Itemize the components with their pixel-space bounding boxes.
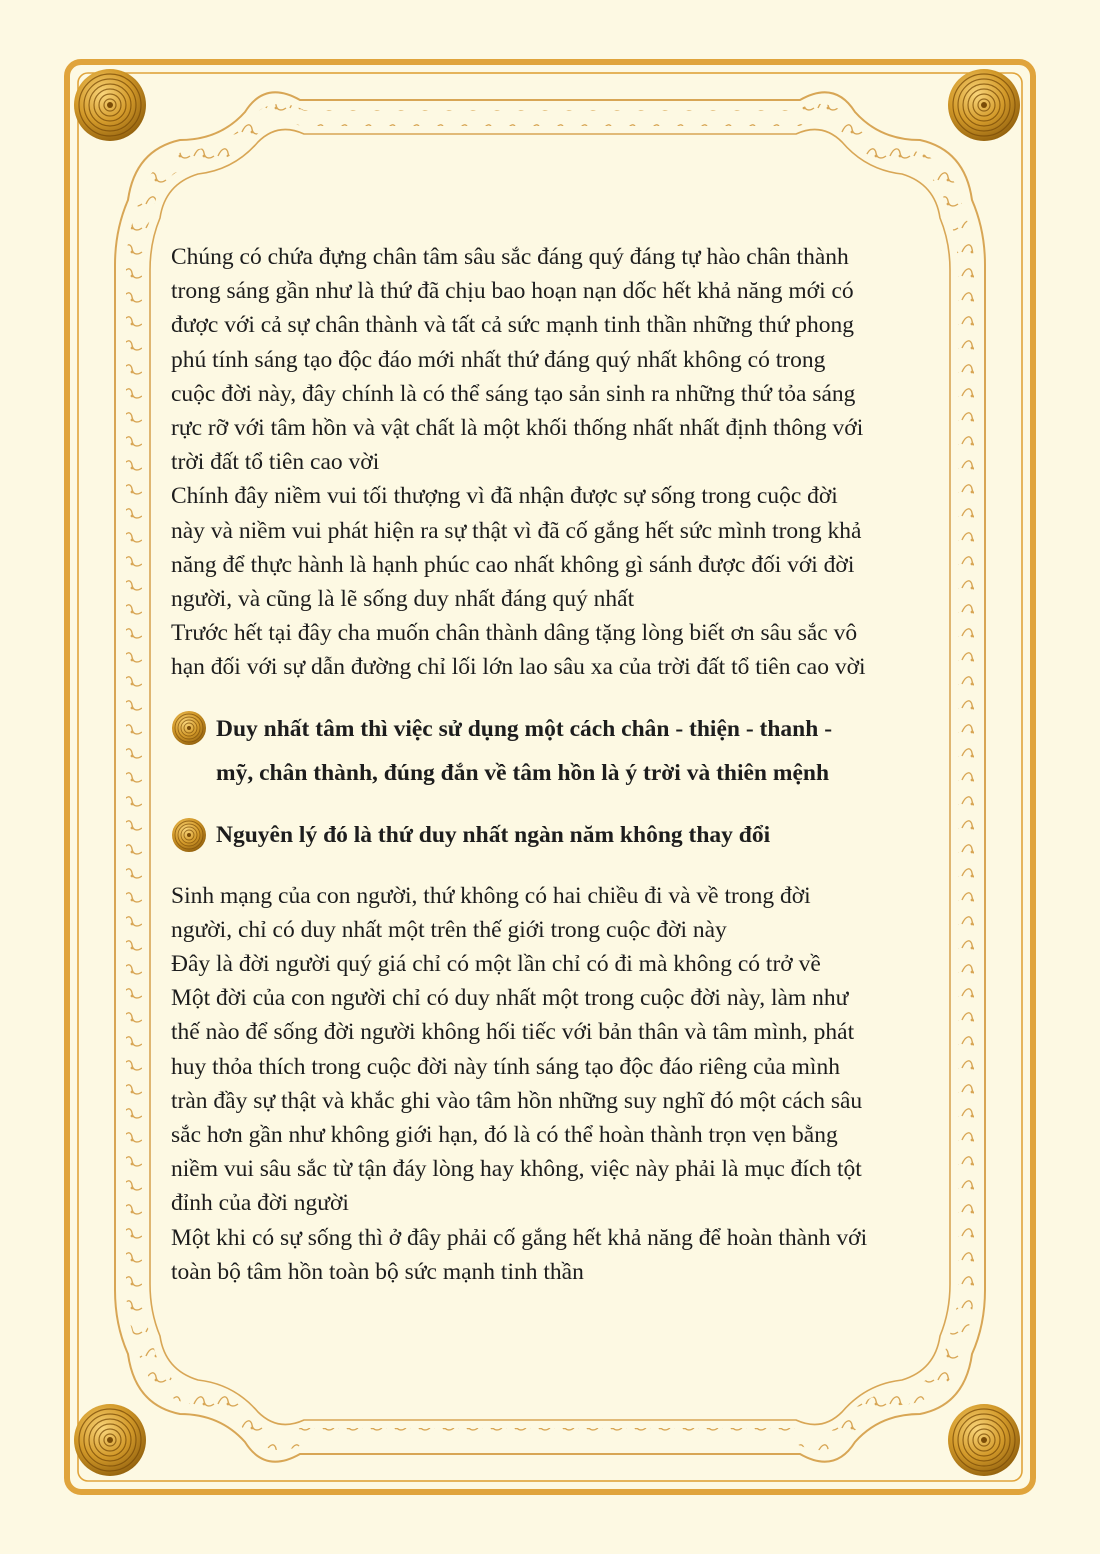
intro-line: trời đất tổ tiên cao vời: [171, 449, 380, 476]
body-line: huy thỏa thích trong cuộc đời này tính sáng tạo độc đáo riêng của mình: [171, 1053, 840, 1080]
intro-line: Chính đây niềm vui tối thượng vì đã nhận được sự sống trong cuộc đời: [171, 483, 838, 510]
intro-line: hạn đối với sự dẫn đường chỉ lối lớn lao sâu xa của trời đất tổ tiên cao vời: [171, 654, 866, 681]
top-right-medallion-icon: [946, 67, 1022, 143]
intro-line: năng để thực hành là hạnh phúc cao nhất không gì sánh được đối với đời: [171, 551, 855, 578]
body-line: Đây là đời người quý giá chỉ có một lần chỉ có đi mà không có trở về: [171, 951, 821, 978]
body-line: sắc hơn gần như không giới hạn, đó là có thể hoàn thành trọn vẹn bằng: [171, 1122, 838, 1149]
intro-line: này và niềm vui phát hiện ra sự thật vì đã cố gắng hết sức mình trong khả: [171, 517, 862, 544]
heading-item-2: [171, 813, 941, 857]
intro-line: Trước hết tại đây cha muốn chân thành dâng tặng lòng biết ơn sâu sắc vô: [171, 620, 858, 647]
bottom-left-medallion-icon: [72, 1402, 148, 1478]
body-line: đỉnh của đời người: [171, 1190, 349, 1217]
intro-line: rực rỡ với tâm hồn và vật chất là một khối thống nhất nhất định thông với: [171, 415, 864, 442]
intro-line: người, và cũng là lẽ sống duy nhất đáng quý nhất: [171, 586, 635, 613]
intro-line: cuộc đời này, đây chính là có thể sáng tạo sản sinh ra những thứ tỏa sáng: [171, 380, 856, 407]
gold-disc-bullet-icon: [171, 817, 207, 853]
heading-line: Nguyên lý đó là thứ duy nhất ngàn năm không thay đổi: [216, 821, 771, 848]
intro-line: được với cả sự chân thành và tất cả sức mạnh tinh thần những thứ phong: [171, 312, 855, 339]
document-body: [171, 240, 941, 1289]
body-paragraph: [171, 879, 941, 1289]
bottom-right-medallion-icon: [946, 1402, 1022, 1478]
gold-disc-bullet-icon: [171, 710, 207, 746]
top-left-medallion-icon: [72, 67, 148, 143]
body-line: Sinh mạng của con người, thứ không có hai chiều đi và về trong đời: [171, 882, 811, 909]
body-line: thế nào để sống đời người không hối tiếc với bản thân và tâm mình, phát: [171, 1019, 855, 1046]
body-line: niềm vui sâu sắc từ tận đáy lòng hay không, việc này phải là mục đích tột: [171, 1156, 862, 1183]
heading-line: Duy nhất tâm thì việc sử dụng một cách chân - thiện - thanh -: [216, 715, 833, 742]
intro-line: Chúng có chứa đựng chân tâm sâu sắc đáng quý đáng tự hào chân thành: [171, 244, 849, 270]
body-line: tràn đầy sự thật và khắc ghi vào tâm hồn những suy nghĩ đó một cách sâu: [171, 1087, 863, 1114]
body-line: toàn bộ tâm hồn toàn bộ sức mạnh tinh thần: [171, 1258, 584, 1285]
intro-line: phú tính sáng tạo độc đáo mới nhất thứ đáng quý nhất không có trong: [171, 346, 826, 373]
intro-line: trong sáng gần như là thứ đã chịu bao hoạn nạn dốc hết khả năng mới có: [171, 278, 854, 305]
heading-item-1: [171, 707, 941, 795]
heading-line: mỹ, chân thành, đúng đắn về tâm hồn là ý trời và thiên mệnh: [216, 759, 830, 786]
intro-paragraph: [171, 240, 941, 685]
body-line: người, chỉ có duy nhất một trên thế giới trong cuộc đời này: [171, 916, 727, 943]
body-line: Một đời của con người chỉ có duy nhất một trong cuộc đời này, làm như: [171, 985, 849, 1012]
body-line: Một khi có sự sống thì ở đây phải cố gắng hết khả năng để hoàn thành với: [171, 1224, 868, 1251]
